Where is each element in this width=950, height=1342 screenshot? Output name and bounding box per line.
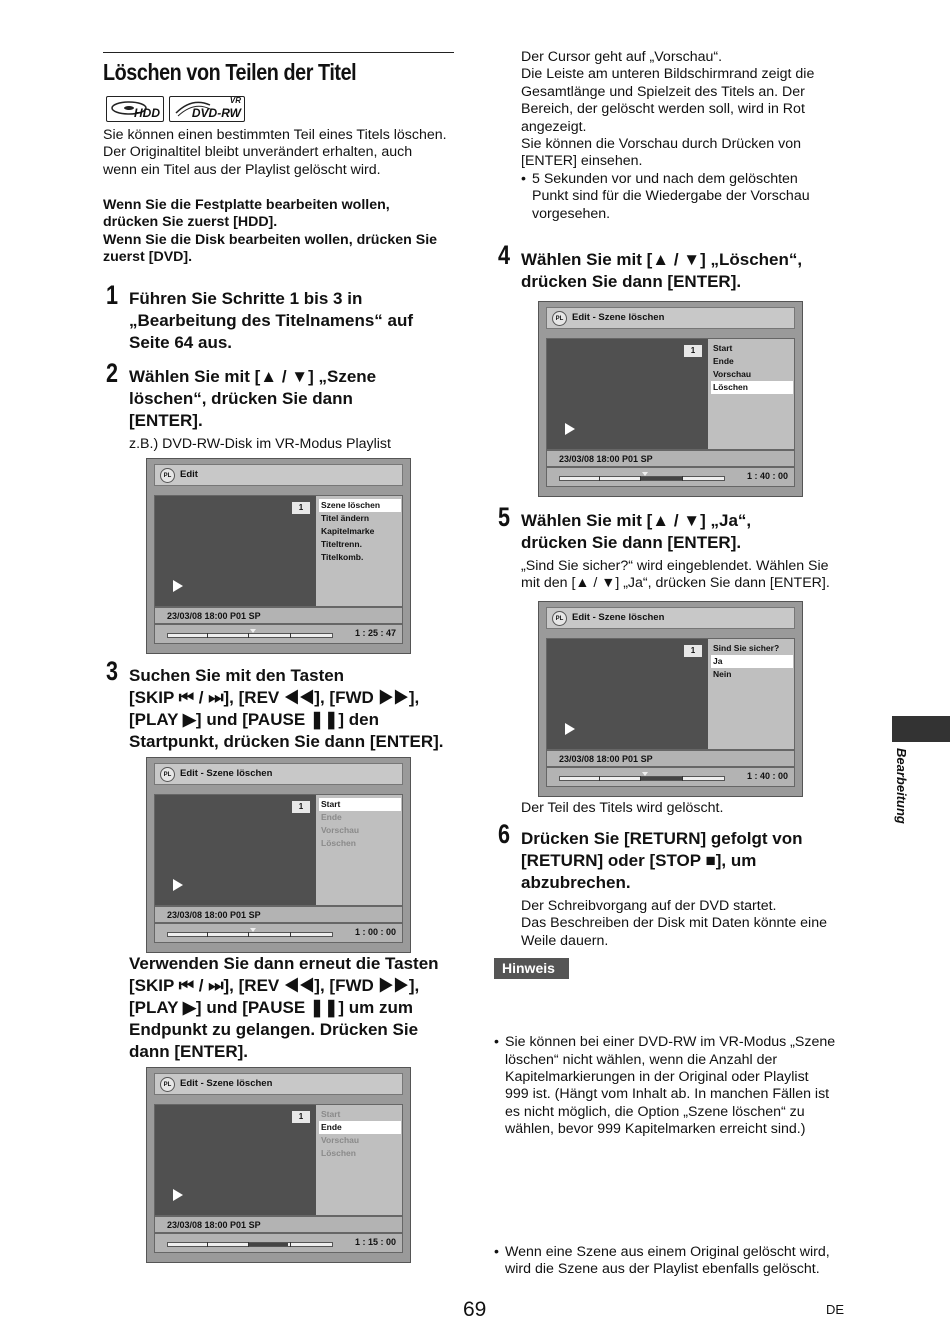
chapter-tick xyxy=(682,476,683,481)
text-line: [ENTER] einsehen. xyxy=(521,153,643,170)
step-2-note: z.B.) DVD-RW-Disk im VR-Modus Playlist xyxy=(129,436,391,452)
step-6-text xyxy=(521,828,802,894)
step-line: [PLAY ▶] und [PAUSE ❚❚] um zum xyxy=(129,998,413,1017)
menu-item-vorschau[interactable]: Vorschau xyxy=(713,369,752,379)
screen-area xyxy=(154,1104,403,1216)
hinweis-label: Hinweis xyxy=(494,958,569,979)
step-5-number: 5 xyxy=(498,502,511,532)
text-line: wird die Szene aus der Playlist ebenfalls gelöscht. xyxy=(505,1261,820,1278)
menu-item-vorschau[interactable]: Vorschau xyxy=(321,825,360,835)
text-line: mit den [▲ / ▼] „Ja“, drücken Sie dann [ENTER]. xyxy=(521,575,830,592)
info-line: 23/03/08 18:00 P01 SP xyxy=(546,750,795,767)
hinweis-bullet-2 xyxy=(494,1244,950,1279)
progress-track xyxy=(167,633,333,638)
info-line: 23/03/08 18:00 P01 SP xyxy=(154,906,403,923)
text-line: wählen, bevor 999 Kapitelmarken erreicht sind.) xyxy=(505,1121,806,1138)
dvdrw-label: DVD-RW xyxy=(191,106,241,120)
screen-header-title: Edit - Szene löschen xyxy=(572,312,665,323)
info-line: 23/03/08 18:00 P01 SP xyxy=(154,1216,403,1233)
step-line: „Bearbeitung des Titelnamens“ auf xyxy=(129,311,414,330)
menu-item-ende[interactable]: Ende xyxy=(713,356,734,366)
step-line: Drücken Sie [RETURN] gefolgt von xyxy=(521,829,803,848)
chapter-tick xyxy=(682,776,683,781)
step-1-text xyxy=(129,288,413,354)
screen-area xyxy=(154,495,403,607)
text-line: löschen“ nicht wählen, wenn die Anzahl der xyxy=(505,1051,778,1068)
total-time: 1 : 00 : 00 xyxy=(354,927,396,937)
screen-header-title: Edit - Szene löschen xyxy=(180,1078,273,1089)
menu-item-start[interactable]: Start xyxy=(713,343,733,353)
language-code: DE xyxy=(826,1302,845,1317)
chapter-tick xyxy=(640,776,641,781)
text-line: Gesamtlänge und Spielzeit des Titels an. Der xyxy=(521,83,805,100)
progress-bar xyxy=(154,923,403,943)
screen-header-title: Edit - Szene löschen xyxy=(572,612,665,623)
step-line: löschen“, drücken Sie dann xyxy=(129,389,353,408)
video-preview xyxy=(547,639,708,749)
step-line: Wählen Sie mit [▲ / ▼] „Szene xyxy=(129,367,377,386)
position-marker xyxy=(642,472,648,476)
progress-track xyxy=(559,776,725,781)
menu-item-titelkomb[interactable]: Titelkomb. xyxy=(321,552,364,562)
menu-item-ende[interactable]: Ende xyxy=(321,812,342,822)
hdd-label: HDD xyxy=(134,106,160,120)
video-preview xyxy=(155,795,316,905)
screen-area xyxy=(154,794,403,906)
menu-item-titel-aendern[interactable]: Titel ändern xyxy=(321,513,370,523)
step-2-number: 2 xyxy=(106,358,119,388)
progress-bar xyxy=(154,1233,403,1253)
step-line: [PLAY ▶] und [PAUSE ❚❚] den xyxy=(129,710,379,729)
step-line: [SKIP ⏮ / ⏭], [REV ◀◀], [FWD ▶▶], xyxy=(129,688,420,707)
menu-item-ende[interactable]: Ende xyxy=(319,1121,401,1134)
note-line: zuerst [DVD]. xyxy=(103,249,193,266)
step-line: Startpunkt, drücken Sie dann [ENTER]. xyxy=(129,732,444,751)
menu-item-titeltrenn[interactable]: Titeltrenn. xyxy=(321,539,362,549)
step-3-number: 3 xyxy=(106,656,119,686)
playlist-disc-icon: PL xyxy=(160,1077,175,1092)
note-line: drücken Sie zuerst [HDD]. xyxy=(103,214,278,231)
text-line: Punkt sind für die Wiedergabe der Vorschau xyxy=(532,188,810,205)
play-icon xyxy=(565,723,575,735)
screen-start-selected xyxy=(146,757,411,953)
position-marker xyxy=(250,928,256,932)
step-line: Führen Sie Schritte 1 bis 3 in xyxy=(129,289,363,308)
confirm-menu xyxy=(711,642,793,681)
bold-note xyxy=(103,197,437,267)
chapter-tick xyxy=(248,633,249,638)
text-line: Kapitelmarkierungen in der Original oder Playlist xyxy=(505,1069,809,1086)
menu-item-start[interactable]: Start xyxy=(319,798,401,811)
title-counter: 1 xyxy=(292,801,310,813)
screen-area xyxy=(546,638,795,750)
chapter-tick xyxy=(207,1242,208,1247)
chapter-tick xyxy=(207,633,208,638)
dvdrw-badge xyxy=(169,96,245,122)
step-4-text xyxy=(521,249,802,293)
screen-header xyxy=(154,763,403,785)
total-time: 1 : 40 : 00 xyxy=(746,471,788,481)
step-line: Seite 64 aus. xyxy=(129,333,233,352)
title-counter: 1 xyxy=(684,645,702,657)
selected-range xyxy=(248,1243,288,1246)
hinweis-bullet-1 xyxy=(494,1034,950,1138)
video-preview xyxy=(547,339,708,449)
play-icon xyxy=(173,580,183,592)
menu-item-kapitelmarke[interactable]: Kapitelmarke xyxy=(321,526,375,536)
section-tab xyxy=(892,716,950,742)
screen-header xyxy=(546,607,795,629)
step-line: Suchen Sie mit den Tasten xyxy=(129,666,345,685)
playlist-disc-icon: PL xyxy=(160,767,175,782)
title-counter: 1 xyxy=(292,502,310,514)
text-line: Die Leiste am unteren Bildschirmrand zeigt die xyxy=(521,66,815,83)
text-line: es nicht möglich, die Option „Szene löschen“ zu xyxy=(505,1103,805,1120)
chapter-tick xyxy=(290,1242,291,1247)
progress-track xyxy=(167,932,333,937)
screen-header-title: Edit - Szene löschen xyxy=(180,768,273,779)
selected-range xyxy=(640,777,682,780)
preview-bullet xyxy=(521,171,950,223)
video-preview xyxy=(155,496,316,606)
text-line: • Wenn eine Szene aus einem Original gelöscht wird, xyxy=(505,1243,830,1260)
text-line: angezeigt. xyxy=(521,118,587,135)
step-5-after: Der Teil des Titels wird gelöscht. xyxy=(521,800,724,816)
text-line: Der Schreibvorgang auf der DVD startet. xyxy=(521,898,777,914)
note-line: Wenn Sie die Festplatte bearbeiten wollen, xyxy=(103,197,390,213)
step-3b-text xyxy=(129,953,439,1063)
intro-line: wenn ein Titel aus der Playlist gelöscht wird. xyxy=(103,161,381,178)
screen-header-title: Edit xyxy=(180,469,198,480)
screen-header xyxy=(546,307,795,329)
text-line: Weile dauern. xyxy=(521,932,609,949)
text-line: „Sind Sie sicher?“ wird eingeblendet. Wählen Sie xyxy=(521,558,829,574)
play-icon xyxy=(565,423,575,435)
step-line: drücken Sie dann [ENTER]. xyxy=(521,533,742,552)
menu-item-vorschau[interactable]: Vorschau xyxy=(321,1135,360,1145)
menu-item-szene-loeschen[interactable]: Szene löschen xyxy=(319,499,401,512)
total-time: 1 : 15 : 00 xyxy=(354,1237,396,1247)
progress-bar xyxy=(546,767,795,787)
hdd-badge xyxy=(106,96,164,122)
step-line: Wählen Sie mit [▲ / ▼] „Löschen“, xyxy=(521,250,803,269)
screen-area xyxy=(546,338,795,450)
text-line: • Sie können bei einer DVD-RW im VR-Modus „Szene xyxy=(505,1034,836,1051)
page-number: 69 xyxy=(463,1298,487,1321)
progress-track xyxy=(559,476,725,481)
chapter-tick xyxy=(640,476,641,481)
info-line: 23/03/08 18:00 P01 SP xyxy=(154,607,403,624)
playlist-disc-icon: PL xyxy=(552,311,567,326)
progress-bar xyxy=(546,467,795,487)
step-6-number: 6 xyxy=(498,819,511,849)
chapter-tick xyxy=(290,633,291,638)
text-line: Der Cursor geht auf „Vorschau“. xyxy=(521,49,723,65)
position-marker xyxy=(250,629,256,633)
title-rule xyxy=(103,52,454,53)
step-line: [ENTER]. xyxy=(129,411,203,430)
chapter-tick xyxy=(599,776,600,781)
chapter-tick xyxy=(248,1242,249,1247)
vr-label: VR xyxy=(229,96,241,105)
section-tab-label: Bearbeitung xyxy=(894,748,909,824)
step-line: Verwenden Sie dann erneut die Tasten xyxy=(129,954,439,973)
menu-item-nein[interactable]: Nein xyxy=(713,669,732,679)
step-3-text xyxy=(129,665,444,753)
step-line: [RETURN] oder [STOP ■], um xyxy=(521,851,757,870)
video-preview xyxy=(155,1105,316,1215)
scene-menu xyxy=(711,342,793,394)
chapter-tick xyxy=(207,932,208,937)
step-line: [SKIP ⏮ / ⏭], [REV ◀◀], [FWD ▶▶], xyxy=(129,976,420,995)
confirm-question: Sind Sie sicher? xyxy=(713,643,780,653)
text-line: • 5 Sekunden vor und nach dem gelöschten xyxy=(532,171,798,187)
scene-menu xyxy=(319,798,401,850)
progress-track xyxy=(167,1242,333,1247)
scene-menu xyxy=(319,1108,401,1160)
step-1-number: 1 xyxy=(106,280,119,310)
chapter-tick xyxy=(290,932,291,937)
text-line: 999 ist. (Hängt vom Inhalt ab. In manchen Fällen ist xyxy=(505,1086,830,1103)
menu-item-loeschen[interactable]: Löschen xyxy=(321,838,356,848)
step-6-note xyxy=(521,898,827,950)
screen-header xyxy=(154,464,403,486)
playlist-disc-icon: PL xyxy=(160,468,175,483)
step-line: Wählen Sie mit [▲ / ▼] „Ja“, xyxy=(521,511,752,530)
page-title: Löschen von Teilen der Titel xyxy=(103,59,357,85)
chapter-tick xyxy=(599,476,600,481)
intro-line: Der Originaltitel bleibt unverändert erhalten, auch xyxy=(103,144,413,161)
screen-header xyxy=(154,1073,403,1095)
intro-text xyxy=(103,127,447,179)
playlist-disc-icon: PL xyxy=(552,611,567,626)
screen-confirm xyxy=(538,601,803,797)
position-marker xyxy=(642,772,648,776)
text-line: vorgesehen. xyxy=(532,205,611,222)
screen-edit-menu xyxy=(146,458,411,654)
menu-item-loeschen[interactable]: Löschen xyxy=(711,381,793,394)
menu-item-ja[interactable]: Ja xyxy=(711,655,793,668)
menu-item-start[interactable]: Start xyxy=(321,1109,341,1119)
chapter-tick xyxy=(248,932,249,937)
total-time: 1 : 25 : 47 xyxy=(354,628,396,638)
step-line: drücken Sie dann [ENTER]. xyxy=(521,272,742,291)
selected-range xyxy=(640,477,682,480)
title-counter: 1 xyxy=(292,1111,310,1123)
step-line: abzubrechen. xyxy=(521,873,631,892)
total-time: 1 : 40 : 00 xyxy=(746,771,788,781)
menu-item-loeschen[interactable]: Löschen xyxy=(321,1148,356,1158)
progress-bar xyxy=(154,624,403,644)
note-line: Wenn Sie die Disk bearbeiten wollen, drücken Sie xyxy=(103,231,438,248)
step-5-text xyxy=(521,510,751,554)
step-2-text xyxy=(129,366,376,432)
intro-line: Sie können einen bestimmten Teil eines Titels löschen. xyxy=(103,127,447,143)
step-line: dann [ENTER]. xyxy=(129,1042,248,1061)
text-line: Das Beschreiben der Disk mit Daten könnte eine xyxy=(521,915,827,932)
play-icon xyxy=(173,1189,183,1201)
step-4-number: 4 xyxy=(498,240,511,270)
edit-menu xyxy=(319,499,401,564)
step-line: Endpunkt zu gelangen. Drücken Sie xyxy=(129,1020,419,1039)
screen-end-selected xyxy=(146,1067,411,1263)
text-line: Sie können die Vorschau durch Drücken von xyxy=(521,136,801,153)
info-line: 23/03/08 18:00 P01 SP xyxy=(546,450,795,467)
step-5-note xyxy=(521,558,830,593)
screen-delete-selected xyxy=(538,301,803,497)
preview-text xyxy=(521,49,814,171)
title-counter: 1 xyxy=(684,345,702,357)
play-icon xyxy=(173,879,183,891)
text-line: Bereich, der gelöscht werden soll, wird in Rot xyxy=(521,101,805,118)
